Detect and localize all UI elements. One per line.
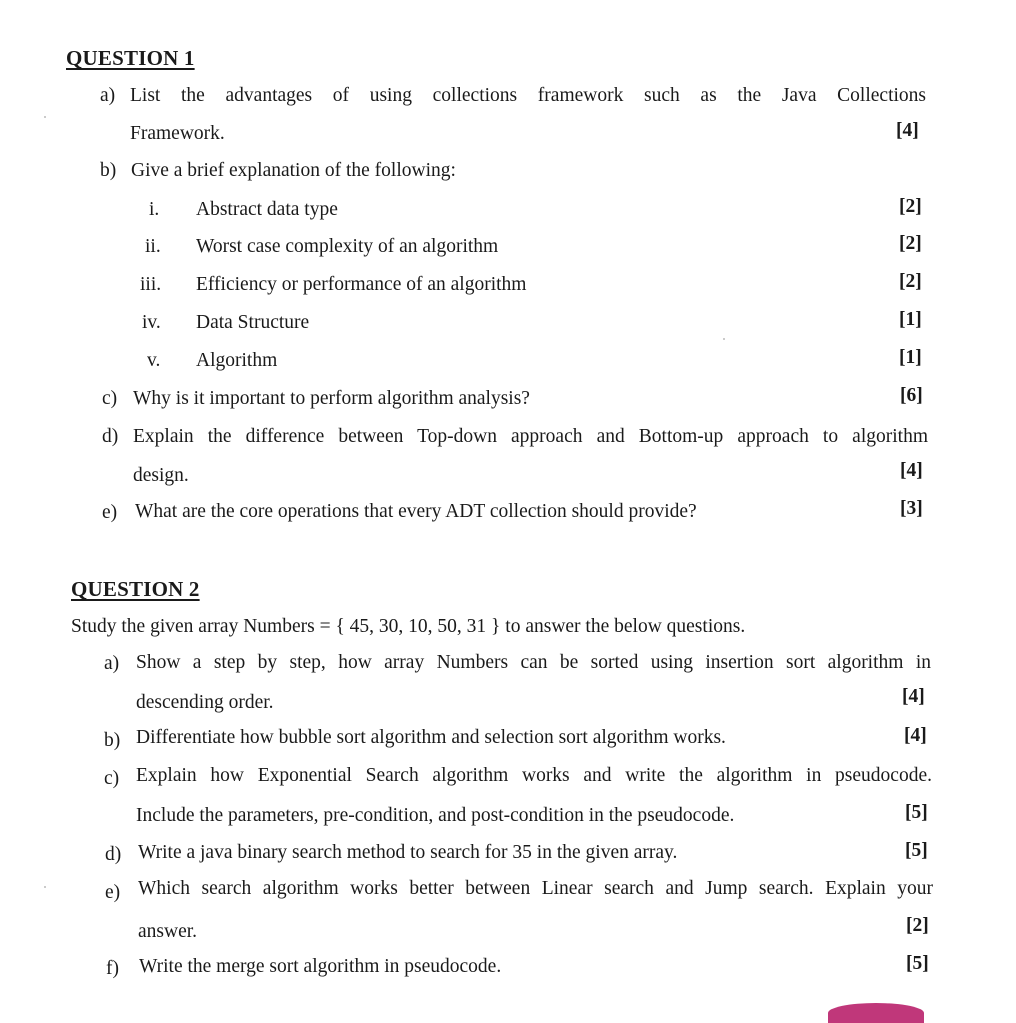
q2-part-e-text: Which search algorithm works better between Linear search and Jump search. Explain your (138, 878, 933, 899)
q1-subpart-iv-marks: [1] (899, 309, 922, 330)
q2-part-d-marks: [5] (905, 840, 928, 861)
q1-subpart-v-text: Algorithm (196, 350, 278, 371)
q1-subpart-iii-text: Efficiency or performance of an algorithm (196, 274, 527, 295)
q1-subpart-ii-text: Worst case complexity of an algorithm (196, 236, 499, 257)
q1-subpart-i-label: i. (149, 199, 160, 220)
q2-part-d-label: d) (105, 844, 122, 865)
q2-part-a-text: Show a step by step, how array Numbers can be sorted using insertion sort algorithm in (136, 652, 931, 673)
q2-part-a-label: a) (104, 653, 120, 674)
q2-part-b-marks: [4] (904, 725, 927, 746)
q1-part-d-label: d) (102, 426, 119, 447)
q1-part-a-continued: Framework. (130, 123, 225, 144)
q1-subpart-v-marks: [1] (899, 347, 922, 368)
q2-part-d-text: Write a java binary search method to search for 35 in the given array. (138, 842, 678, 863)
q2-part-a-marks: [4] (902, 686, 925, 707)
q1-part-b (100, 159, 116, 183)
part-label: b) (100, 160, 117, 181)
scan-speck (723, 338, 725, 340)
q2-part-e-marks: [2] (906, 915, 929, 936)
q1-subpart-iii-marks: [2] (899, 271, 922, 292)
q1-part-e-text: What are the core operations that every ADT collection should provide? (135, 501, 697, 522)
q2-part-f-label: f) (106, 958, 119, 979)
q1-part-c-marks: [6] (900, 385, 923, 406)
q1-part-e-marks: [3] (900, 498, 923, 519)
q2-part-e-label: e) (105, 882, 121, 903)
q1-part-c-label: c) (102, 388, 118, 409)
q1-part-a-marks: [4] (896, 120, 919, 141)
q1-subpart-i-text: Abstract data type (196, 199, 338, 220)
q1-part-e-label: e) (102, 502, 118, 523)
question-2-heading: QUESTION 2 (71, 577, 200, 601)
q2-part-b-text: Differentiate how bubble sort algorithm and selection sort algorithm works. (136, 727, 726, 748)
q2-part-b-label: b) (104, 730, 121, 751)
q1-subpart-ii-marks: [2] (899, 233, 922, 254)
q1-subpart-v-label: v. (147, 350, 161, 371)
q2-intro: Study the given array Numbers = { 45, 30, 10, 50, 31 } to answer the below questions. (71, 616, 746, 637)
q1-part-c-text: Why is it important to perform algorithm analysis? (133, 388, 530, 409)
q2-part-c-continued: Include the parameters, pre-condition, and post-condition in the pseudocode. (136, 805, 735, 826)
q2-part-a-continued: descending order. (136, 692, 274, 713)
q1-subpart-iii-label: iii. (140, 274, 162, 295)
q1-subpart-iv-text: Data Structure (196, 312, 310, 333)
q2-part-c-marks: [5] (905, 802, 928, 823)
part-text: List the advantages of using collections framework such as the Java Collections (130, 85, 926, 106)
q1-part-d-marks: [4] (900, 460, 923, 481)
page-edge-mark (828, 1003, 924, 1023)
q1-part-d-continued: design. (133, 465, 189, 486)
q2-part-c-label: c) (104, 768, 120, 789)
q1-subpart-i-marks: [2] (899, 196, 922, 217)
scan-speck (44, 116, 46, 118)
q2-part-e-continued: answer. (138, 921, 198, 942)
q2-part-f-marks: [5] (906, 953, 929, 974)
q1-subpart-iv-label: iv. (142, 312, 161, 333)
q2-part-f-text: Write the merge sort algorithm in pseudocode. (139, 956, 502, 977)
scan-speck (44, 886, 46, 888)
part-label: a) (100, 85, 116, 106)
q2-part-c-text: Explain how Exponential Search algorithm works and write the algorithm in pseudocode. (136, 765, 932, 786)
question-1-heading: QUESTION 1 (66, 46, 195, 70)
q1-part-b-text: Give a brief explanation of the following: (131, 160, 456, 181)
q1-part-d-text: Explain the difference between Top-down approach and Bottom-up approach to algorithm (133, 426, 928, 447)
q1-subpart-ii-label: ii. (145, 236, 161, 257)
